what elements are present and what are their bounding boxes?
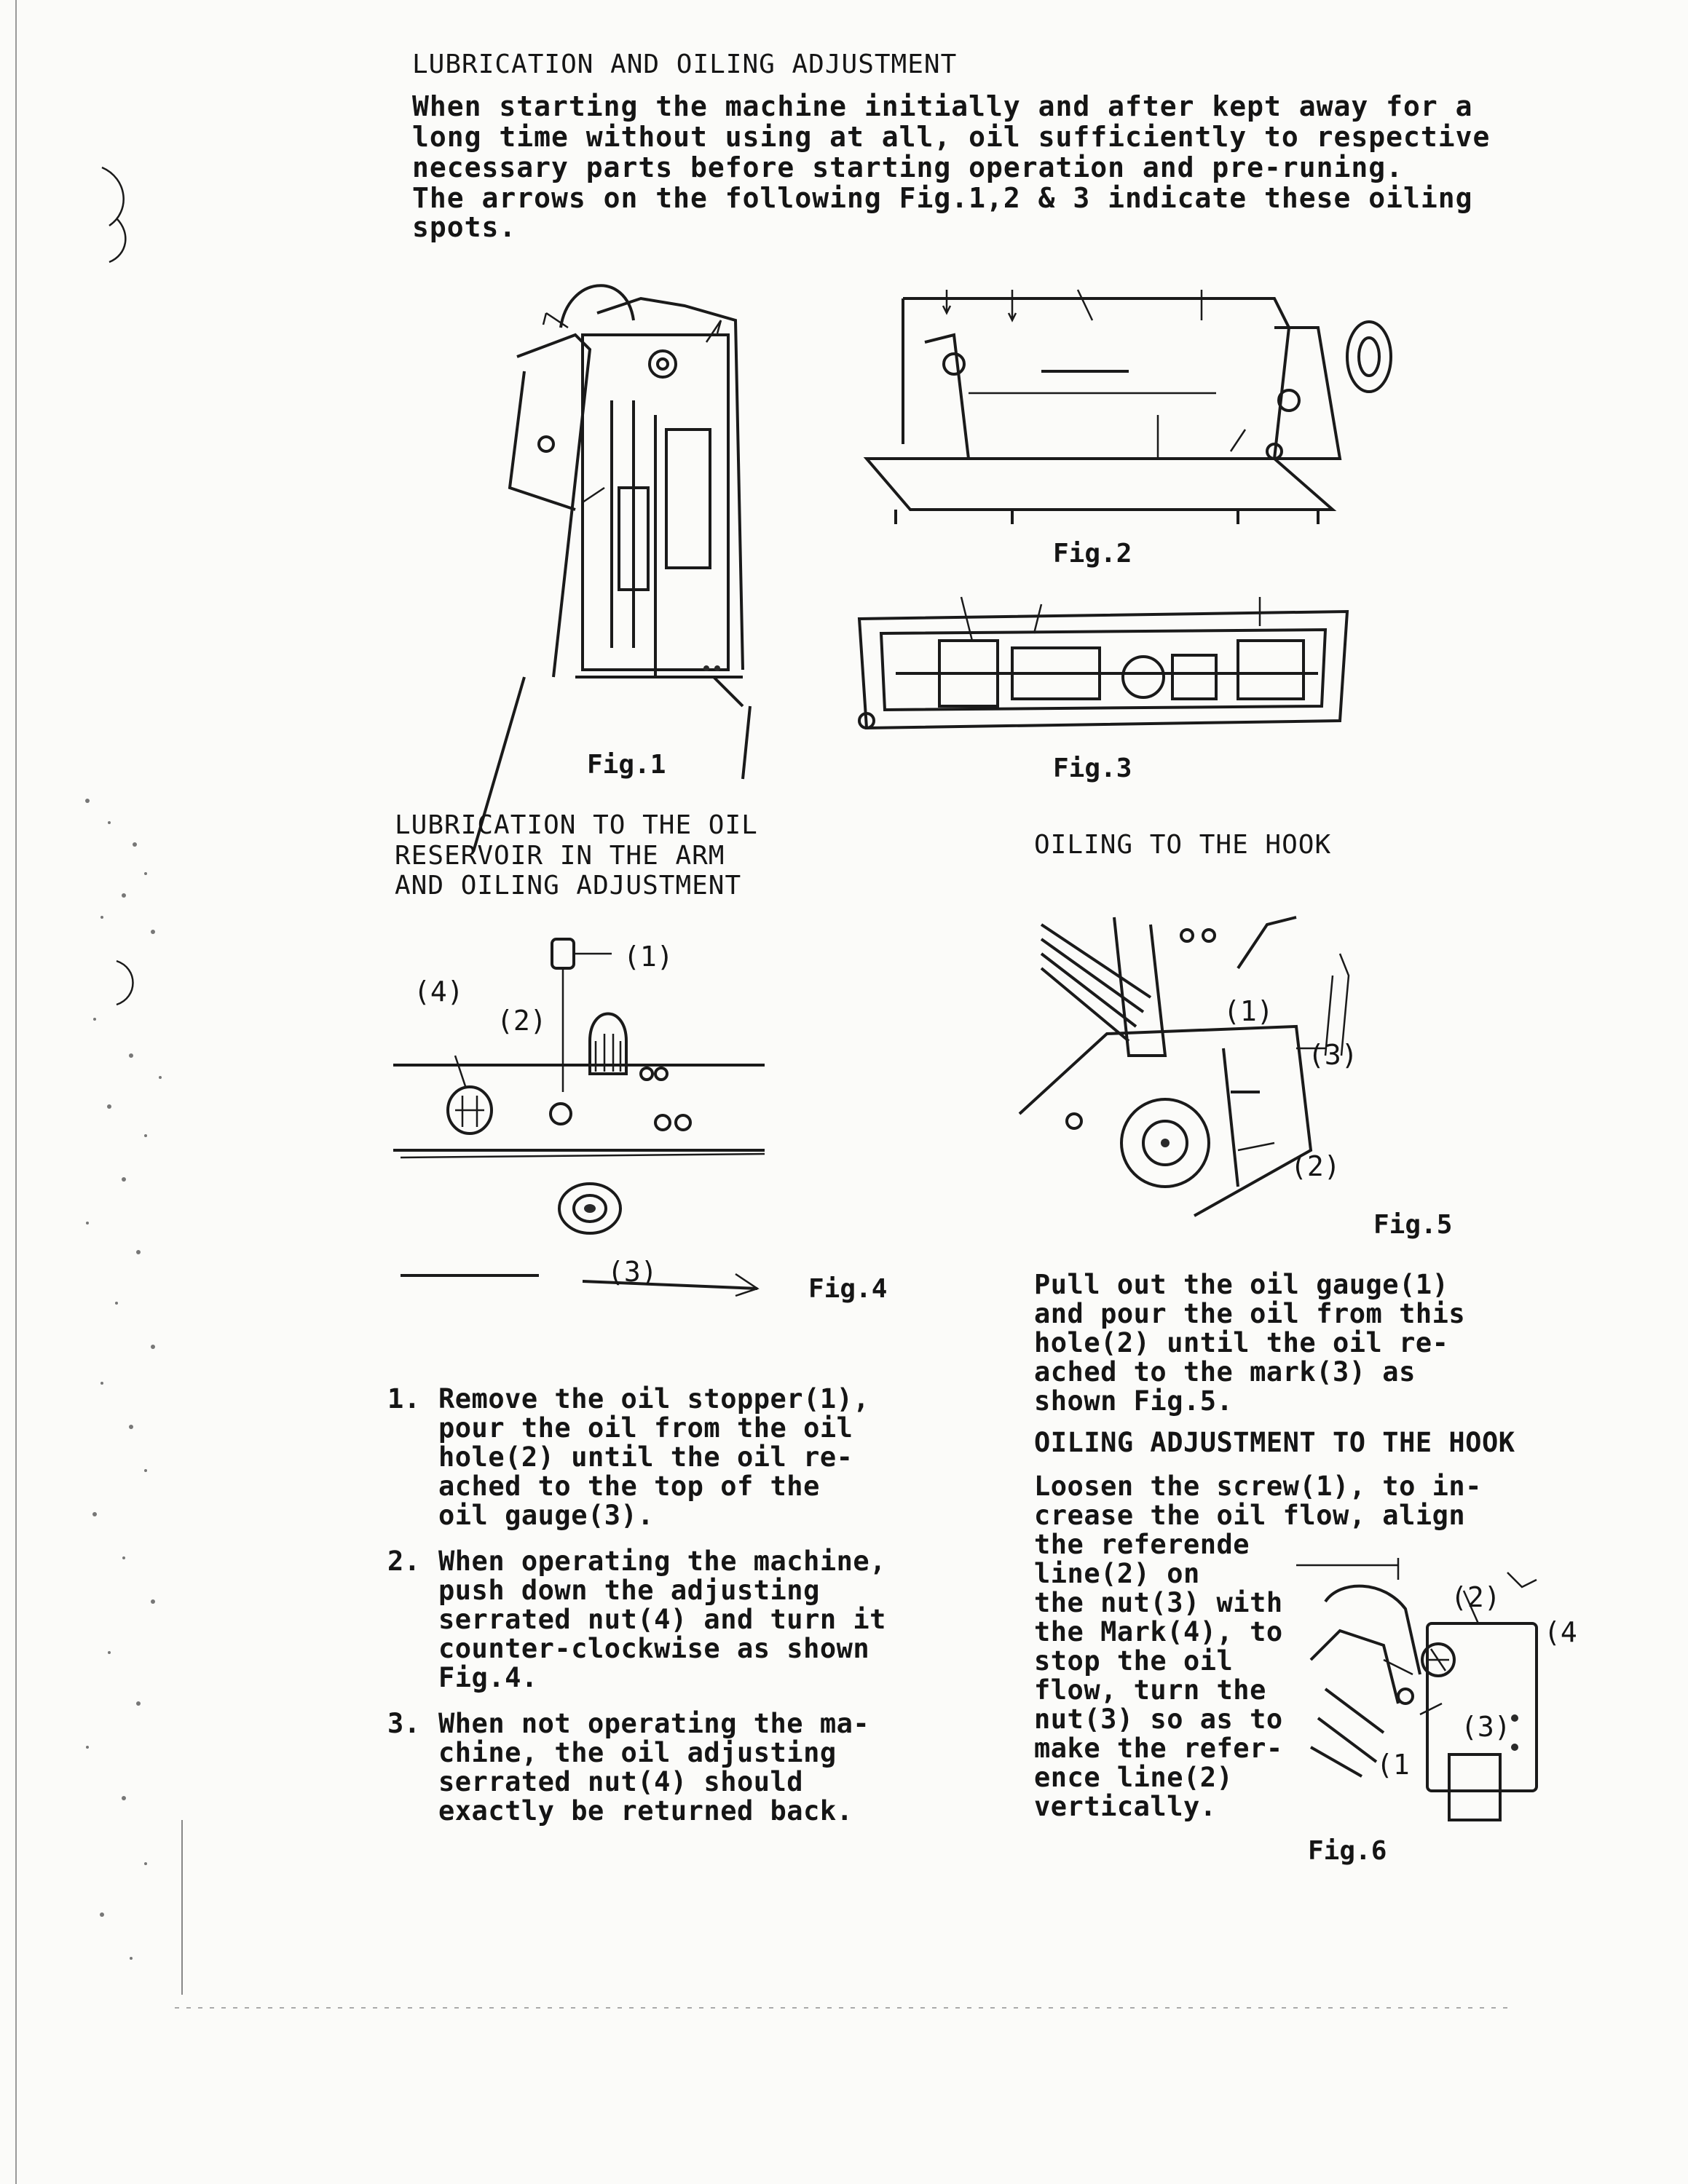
- fig4-label-4: (4): [414, 976, 464, 1008]
- adjust-text-line: crease the oil flow, align: [1034, 1500, 1466, 1531]
- hook-oiling-text-line: shown Fig.5.: [1034, 1385, 1234, 1417]
- sewing-machine-front-view-icon: [867, 284, 1420, 531]
- step-line: chine, the oil adjusting: [438, 1737, 837, 1768]
- step-number: 3.: [387, 1708, 421, 1739]
- step-line: hole(2) until the oil re-: [438, 1441, 853, 1473]
- page-title: LUBRICATION AND OILING ADJUSTMENT: [412, 50, 958, 79]
- section-heading: OILING TO THE HOOK: [1034, 830, 1332, 860]
- intro-line: The arrows on the following Fig.1,2 & 3 indicate these oiling: [412, 182, 1473, 214]
- section-heading-line: LUBRICATION TO THE OIL: [395, 810, 758, 840]
- hook-oil-adjustment-diagram-icon: [1296, 1558, 1566, 1835]
- fig5-label-3: (3): [1308, 1039, 1358, 1071]
- step-line: Fig.4.: [438, 1662, 538, 1693]
- step-line: serrated nut(4) should: [438, 1766, 804, 1797]
- step-line: When not operating the ma-: [438, 1708, 870, 1739]
- step-line: counter-clockwise as shown: [438, 1633, 870, 1664]
- fig6-label-1: (1: [1376, 1749, 1410, 1781]
- fig4-label-2: (2): [497, 1005, 547, 1037]
- intro-line: long time without using at all, oil sufficiently to respective: [412, 121, 1491, 153]
- fig5-label-1: (1): [1223, 995, 1274, 1027]
- fig6-label-3: (3): [1461, 1711, 1511, 1743]
- fig3-caption: Fig.3: [1053, 753, 1132, 783]
- step-line: ached to the top of the: [438, 1471, 820, 1502]
- step-line: pour the oil from the oil: [438, 1412, 853, 1444]
- fig6-label-2: (2): [1451, 1581, 1501, 1613]
- fig5-label-2: (2): [1290, 1150, 1341, 1182]
- intro-line: When starting the machine initially and after kept away for a: [412, 90, 1473, 122]
- fig6-caption: Fig.6: [1308, 1836, 1387, 1866]
- sewing-machine-head-side-view-icon: [466, 269, 772, 706]
- sewing-machine-underside-view-icon: [852, 597, 1354, 743]
- step-line: serrated nut(4) and turn it: [438, 1604, 886, 1635]
- intro-line: necessary parts before starting operation and pre-runing.: [412, 151, 1404, 183]
- step-line: oil gauge(3).: [438, 1500, 655, 1531]
- adjust-text-line: line(2) on: [1034, 1558, 1200, 1589]
- adjust-text-line: Loosen the screw(1), to in-: [1034, 1471, 1482, 1502]
- hook-oiling-text-line: Pull out the oil gauge(1): [1034, 1269, 1449, 1300]
- hook-oiling-text-line: and pour the oil from this: [1034, 1298, 1466, 1329]
- adjust-text-line: the referende: [1034, 1529, 1250, 1560]
- step-line: exactly be returned back.: [438, 1795, 853, 1827]
- adjust-text-line: flow, turn the: [1034, 1674, 1266, 1706]
- fig2-caption: Fig.2: [1053, 539, 1132, 569]
- adjust-text-line: ence line(2): [1034, 1762, 1234, 1793]
- fig4-label-1: (1): [623, 941, 674, 973]
- step-line: push down the adjusting: [438, 1575, 820, 1606]
- adjust-text-line: vertically.: [1034, 1791, 1217, 1822]
- adjust-text-line: nut(3) so as to: [1034, 1704, 1283, 1735]
- section-heading-line: RESERVOIR IN THE ARM: [395, 841, 725, 871]
- hook-oiling-text-line: ached to the mark(3) as: [1034, 1356, 1416, 1388]
- adjust-text-line: the nut(3) with: [1034, 1587, 1283, 1618]
- fig6-label-4: (4: [1544, 1616, 1577, 1648]
- step-number: 1.: [387, 1383, 421, 1415]
- adjust-text-line: make the refer-: [1034, 1733, 1283, 1764]
- fig5-caption: Fig.5: [1373, 1210, 1453, 1240]
- step-line: Remove the oil stopper(1),: [438, 1383, 870, 1415]
- step-number: 2.: [387, 1546, 421, 1577]
- intro-line: spots.: [412, 211, 517, 243]
- adjust-heading: OILING ADJUSTMENT TO THE HOOK: [1034, 1427, 1515, 1458]
- hook-oiling-text-line: hole(2) until the oil re-: [1034, 1327, 1449, 1358]
- fig1-caption: Fig.1: [587, 750, 666, 780]
- fig4-caption: Fig.4: [808, 1274, 888, 1304]
- step-line: When operating the machine,: [438, 1546, 886, 1577]
- fig4-label-3: (3): [607, 1256, 658, 1288]
- adjust-text-line: the Mark(4), to: [1034, 1616, 1283, 1647]
- adjust-text-line: stop the oil: [1034, 1645, 1234, 1677]
- section-heading-line: AND OILING ADJUSTMENT: [395, 871, 742, 901]
